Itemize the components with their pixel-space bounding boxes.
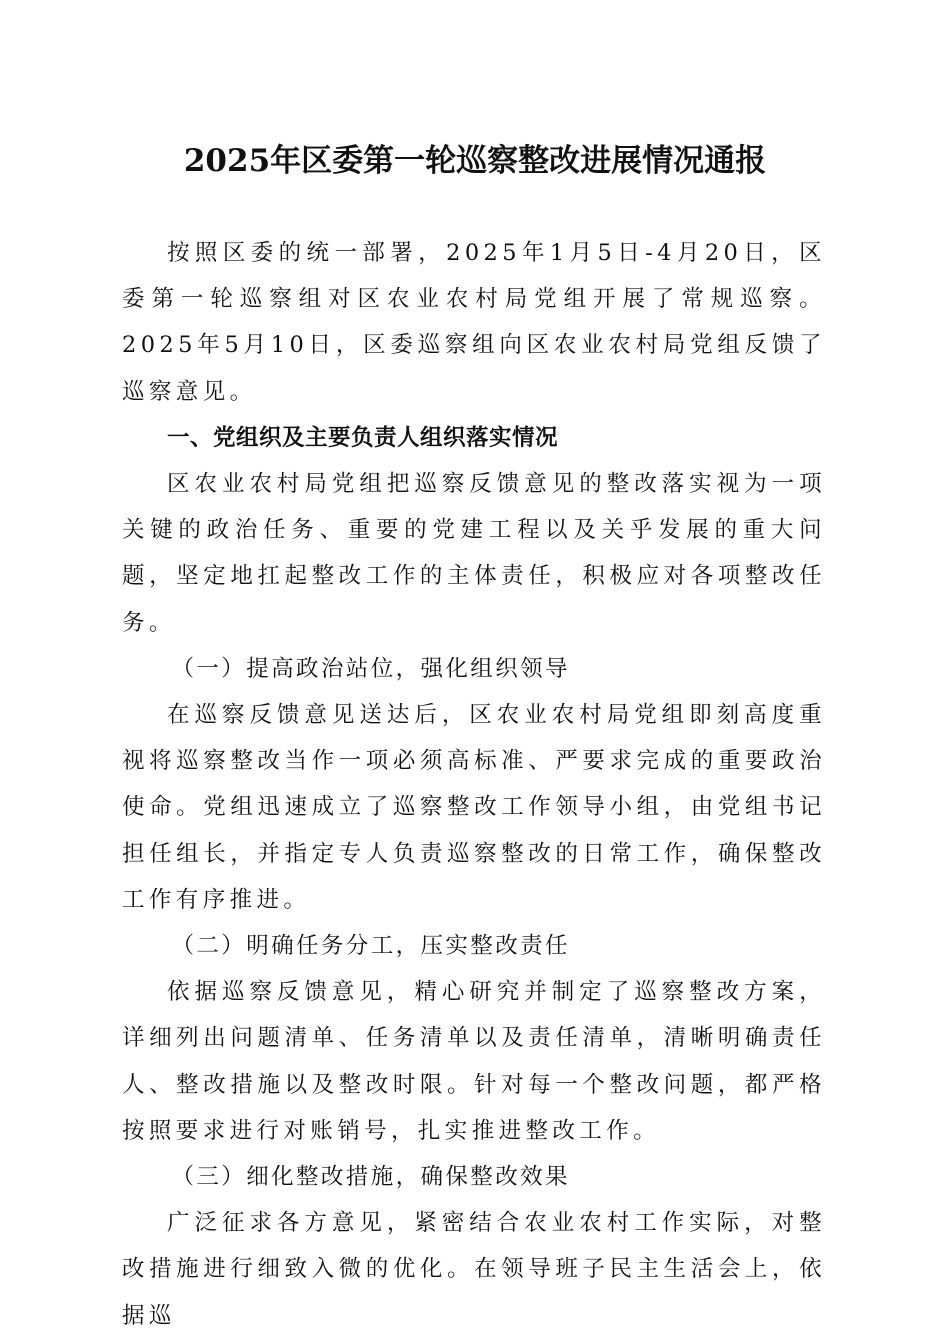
subsection-paragraph-1: 在巡察反馈意见送达后，区农业农村局党组即刻高度重视将巡察整改当作一项必须高标准、严要求完成的重要政治使命。党组迅速成立了巡察整改工作领导小组，由党组书记担任组长，并指定专人负责巡察整改的日常工作，确保整改工作有序推进。 bbox=[122, 702, 826, 913]
subsection-heading-2: （二）明确任务分工，压实整改责任 bbox=[171, 933, 570, 960]
section-heading: 一、党组织及主要负责人组织落实情况 bbox=[167, 424, 559, 451]
subsection-paragraph-2: 依据巡察反馈意见，精心研究并制定了巡察整改方案，详细列出问题清单、任务清单以及责任清单，清晰明确责任人、整改措施以及整改时限。针对每一个整改问题，都严格按照要求进行对账销号，扎实推进整改工作。 bbox=[122, 979, 826, 1144]
intro-paragraph: 按照区委的统一部署，2025年1月5日-4月20日，区委第一轮巡察组对区农业农村局党组开展了常规巡察。2025年5月10日，区委巡察组向区农业农村局党组反馈了巡察意见。 bbox=[122, 240, 826, 405]
document-body bbox=[122, 230, 826, 1339]
subsection-heading-1: （一）提高政治站位，强化组织领导 bbox=[171, 655, 570, 682]
subsection-paragraph-3: 广泛征求各方意见，紧密结合农业农村工作实际，对整改措施进行细致入微的优化。在领导班子民主生活会上，依据巡 bbox=[122, 1210, 826, 1329]
section-paragraph: 区农业农村局党组把巡察反馈意见的整改落实视为一项关键的政治任务、重要的党建工程以及关乎发展的重大问题，坚定地扛起整改工作的主体责任，积极应对各项整改任务。 bbox=[122, 471, 826, 636]
subsection-heading-3: （三）细化整改措施，确保整改效果 bbox=[171, 1164, 570, 1191]
document-title: 2025年区委第一轮巡察整改进展情况通报 bbox=[183, 143, 767, 179]
